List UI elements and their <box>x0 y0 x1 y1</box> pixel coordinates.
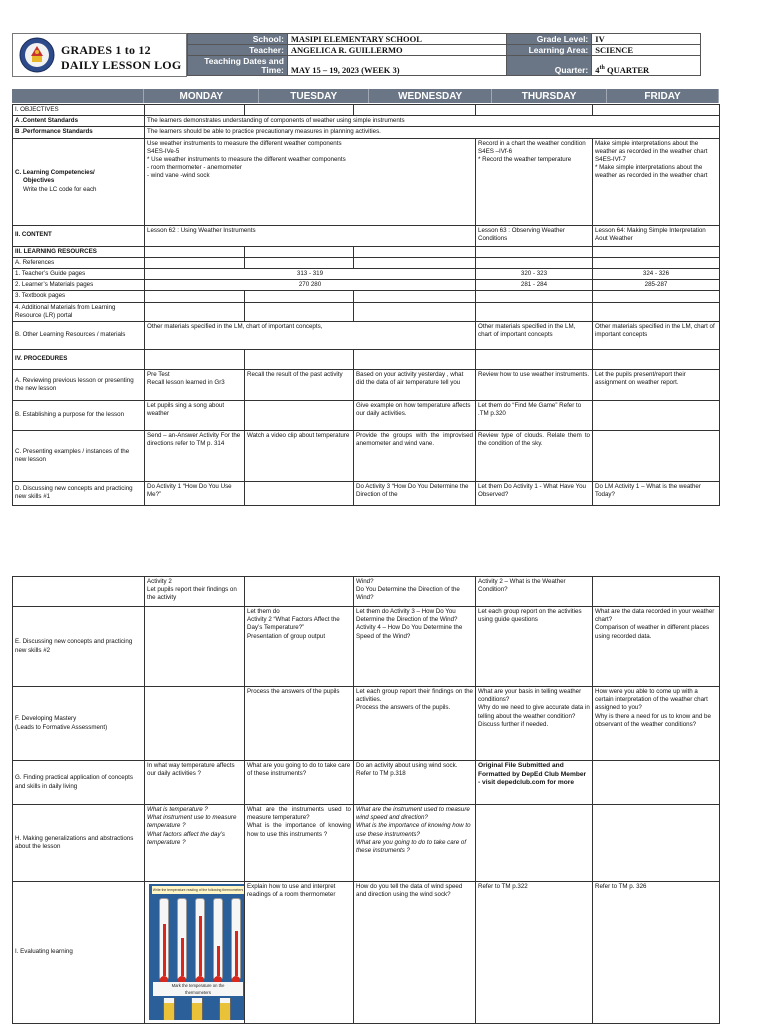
lm-pages-label: 2. Learner’s Materials pages <box>13 280 145 291</box>
content-thursday: Lesson 63 : Observing Weather Conditions <box>476 225 593 246</box>
area-value: SCIENCE <box>592 45 701 56</box>
thermometer-1 <box>159 898 169 980</box>
thermometer-3 <box>195 898 205 980</box>
dates-label <box>188 56 288 76</box>
procedures-heading: IV. PROCEDURES <box>13 349 145 369</box>
proc-b-wednesday: Give example on how temperature affects our daily activities. <box>354 400 476 430</box>
proc-c-label: C. Presenting examples / instances of the new lesson <box>13 430 145 481</box>
area-label: Learning Area: <box>507 45 592 56</box>
tg-pages-thursday: 320 - 323 <box>476 268 593 279</box>
tg-pages-friday: 324 - 326 <box>593 268 720 279</box>
other-resources-friday: Other materials specified in the LM, chart of important concepts <box>593 321 720 349</box>
content-standards-text: The learners demonstrates understanding of components of weather using simple instruments <box>145 116 720 127</box>
proc-i-wednesday: How do you tell the data of wind speed and direction using the wind sock? <box>354 882 476 1024</box>
header-info-table <box>187 33 701 76</box>
proc-f-tuesday: Process the answers of the pupils <box>245 687 354 761</box>
proc-a-tuesday: Recall the result of the past activity <box>245 369 354 400</box>
proc-a-label: A. Reviewing previous lesson or presenting the new lesson <box>13 369 145 400</box>
day-friday: FRIDAY <box>607 89 719 103</box>
thermometer-8 <box>219 998 231 1020</box>
thermometer-4 <box>213 898 223 980</box>
proc-g-wednesday: Do an activity about using wind sock. Refer to TM p.318 <box>354 761 476 805</box>
logo-title-line1: GRADES 1 to 12 <box>61 43 151 57</box>
competencies-label-line1: C. Learning Competencies/ <box>15 169 95 177</box>
proc-f-thursday: What are your basis in telling weather conditions? Why do we need to give accurate data in telling about the weather condition? Discuss further if needed. <box>476 687 593 761</box>
thermometer-worksheet-image <box>145 882 245 1024</box>
logo-title-line2: DAILY LESSON LOG <box>61 58 182 72</box>
quarter-value <box>592 56 701 76</box>
quarter-number: 4 <box>595 65 600 75</box>
other-resources-mon-wed: Other materials specified in the LM, chart of important concepts, <box>145 321 476 349</box>
lesson-log-table-page2 <box>12 576 720 1024</box>
competencies-label-line3: Write the LC code for each <box>23 185 97 193</box>
proc-i-thursday: Refer to TM p.322 <box>476 882 593 1024</box>
day-monday: MONDAY <box>144 89 259 103</box>
day-wednesday: WEDNESDAY <box>369 89 492 103</box>
grade-value: IV <box>592 34 701 45</box>
thermometer-figure <box>149 884 245 1020</box>
performance-standards-label: B .Performance Standards <box>13 127 145 138</box>
lm-pages-mon-wed: 270 280 <box>145 280 476 291</box>
thermometer-figure-title: Write the temperature reading of the following thermometers <box>152 888 244 892</box>
proc-f-wednesday: Let each group report their findings on the activities. Process the answers of the pupils. <box>354 687 476 761</box>
proc-c-monday: Send – an-Answer Activity For the directions refer to TM p. 314 <box>145 430 245 481</box>
proc-f-label-line1: F. Developing Mastery <box>15 715 77 723</box>
content-label: II. CONTENT <box>13 225 145 246</box>
day-bar-spacer <box>12 89 144 103</box>
thermometer-5 <box>231 898 241 980</box>
proc-h-monday: What is temperature ? What instrument use to measure temperature ? What factors affect the day’s temperature ? <box>145 805 245 882</box>
other-resources-label: B. Other Learning Resources / materials <box>13 321 145 349</box>
dates-label-line1: Teaching Dates and <box>204 55 284 66</box>
proc-e-wednesday: Let them do Activity 3 – How Do You Determine the Direction of the Wind? Activity 4 – How Do You Determine the Speed of the Wind? <box>354 607 476 687</box>
performance-standards-text: The learners should be able to practice precautionary measures in planning activities. <box>145 127 720 138</box>
proc-d-wednesday: Do Activity 3 “How Do You Determine the Direction of the <box>354 481 476 505</box>
additional-materials-label: 4. Additional Materials from Learning Resource (LR) portal <box>13 302 145 321</box>
proc-a-wednesday: Based on your activity yesterday , what did the data of air temperature tell you <box>354 369 476 400</box>
thermometer-instruction-line2: thermometers <box>185 990 211 995</box>
proc-c-thursday: Review type of clouds. Relate them to the condition of the sky. <box>476 430 593 481</box>
proc-b-monday: Let pupils sing a song about weather <box>145 400 245 430</box>
tg-pages-label: 1. Teacher’s Guide pages <box>13 268 145 279</box>
lm-pages-friday: 285-287 <box>593 280 720 291</box>
proc-a-friday: Let the pupils present/report their assignment on weather report. <box>593 369 720 400</box>
competencies-mon-wed: Use weather instruments to measure the different weather components S4ES-IVe-5 * Use weather instruments to measure the different weather components - room thermometer - anemometer - wind vane -wind sock <box>145 138 476 225</box>
grade-label: Grade Level: <box>507 34 592 45</box>
cont-monday: Activity 2 Let pupils report their findings on the activity <box>145 577 245 607</box>
deped-seal-icon <box>19 37 55 73</box>
other-resources-thursday: Other materials specified in the LM, chart of important concepts <box>476 321 593 349</box>
proc-i-friday: Refer to TM p. 326 <box>593 882 720 1024</box>
cont-thursday: Activity 2 – What is the Weather Condition? <box>476 577 593 607</box>
proc-e-friday: What are the data recorded in your weather chart? Comparison of weather in different places using recorded data. <box>593 607 720 687</box>
quarter-word: QUARTER <box>604 65 650 75</box>
school-label: School: <box>188 34 288 45</box>
proc-e-tuesday: Let them do Activity 2 “What Factors Affect the Day’s Temperature?” Presentation of group output <box>245 607 354 687</box>
content-mon-wed: Lesson 62 : Using Weather Instruments <box>145 225 476 246</box>
day-header-bar <box>12 89 719 103</box>
thermometer-instruction <box>153 982 243 996</box>
proc-g-label: G. Finding practical application of concepts and skills in daily living <box>13 761 145 805</box>
cont-wednesday: Wind? Do You Determine the Direction of the Wind? <box>354 577 476 607</box>
lm-pages-thursday: 281 - 284 <box>476 280 593 291</box>
lesson-log-table-page1 <box>12 104 720 506</box>
proc-c-wednesday: Provide the groups with the improvised anemometer and wind vane. <box>354 430 476 481</box>
thermometer-instruction-line1: Mark the temperature on the <box>171 983 225 988</box>
proc-g-monday: In what way temperature affects our daily activities ? <box>145 761 245 805</box>
proc-i-tuesday: Explain how to use and interpret readings of a room thermometer <box>245 882 354 1024</box>
proc-h-wednesday: What are the instrument used to measure wind speed and direction? What is the importance of knowing how to use these instruments? What are you going to do to take care of these instruments ? <box>354 805 476 882</box>
tg-pages-mon-wed: 313 - 319 <box>145 268 476 279</box>
thermometer-2 <box>177 898 187 980</box>
dates-value: MAY 15 – 19, 2023 (WEEK 3) <box>287 56 506 76</box>
proc-g-tuesday: What are you going to do to take care of these instruments? <box>245 761 354 805</box>
proc-a-monday: Pre Test Recall lesson learned in Gr3 <box>145 369 245 400</box>
learning-resources-label: III. LEARNING RESOURCES <box>13 246 145 257</box>
school-value: MASIPI ELEMENTARY SCHOOL <box>287 34 506 45</box>
proc-f-label <box>13 687 145 761</box>
proc-f-friday: How were you able to come up with a certain interpretation of the weather chart assigned to you? Why is there a need for us to know and be observant of the weather conditions? <box>593 687 720 761</box>
deped-logo-block <box>12 33 187 77</box>
proc-f-label-line2: (Leads to Formative Assessment) <box>15 723 108 731</box>
proc-d-monday: Do Activity 1 “How Do You Use Me?” <box>145 481 245 505</box>
proc-d-thursday: Let them Do Activity 1 - What Have You Observed? <box>476 481 593 505</box>
competencies-label-line2: Objectives <box>23 177 55 185</box>
proc-e-thursday: Let each group report on the activities using guide questions <box>476 607 593 687</box>
dates-label-line2: Time: <box>261 64 284 75</box>
textbook-pages-label: 3. Textbook pages <box>13 291 145 302</box>
proc-e-label: E. Discussing new concepts and practicing new skills #2 <box>13 607 145 687</box>
content-friday: Lesson 64: Making Simple Interpretation Aout Weather <box>593 225 720 246</box>
proc-h-label: H. Making generalizations and abstractions about the lesson <box>13 805 145 882</box>
day-thursday: THURSDAY <box>492 89 607 103</box>
competencies-friday: Make simple interpretations about the weather as recorded in the weather chart S4ES-IVf-7 * Make simple interpretations about the weather as recorded in the weather chart <box>593 138 720 225</box>
proc-i-label: I. Evaluating learning <box>13 882 145 1024</box>
references-label: A. References <box>13 257 145 268</box>
proc-a-thursday: Review how to use weather instruments. <box>476 369 593 400</box>
teacher-value: ANGELICA R. GUILLERMO <box>287 45 506 56</box>
competencies-thursday: Record in a chart the weather condition S4ES –IVf-6 * Record the weather temperature <box>476 138 593 225</box>
quarter-suffix: th <box>599 65 605 72</box>
proc-d-label: D. Discussing new concepts and practicing new skills #1 <box>13 481 145 505</box>
quarter-label: Quarter: <box>507 56 592 76</box>
competencies-label <box>13 138 145 225</box>
proc-b-thursday: Let them do “Find Me Game” Refer to .TM p.320 <box>476 400 593 430</box>
proc-b-label: B. Establishing a purpose for the lesson <box>13 400 145 430</box>
content-standards-label: A .Content Standards <box>13 116 145 127</box>
teacher-label: Teacher: <box>188 45 288 56</box>
thermometer-7 <box>191 998 203 1020</box>
proc-d-friday: Do LM Activity 1 – What is the weather Today? <box>593 481 720 505</box>
deped-club-notice: Original File Submitted and Formatted by DepEd Club Member - visit depedclub.com for more <box>476 761 593 805</box>
thermometer-6 <box>163 998 175 1020</box>
proc-h-tuesday: What are the instruments used to measure temperature? What is the importance of knowing how to use this instruments ? <box>245 805 354 882</box>
day-tuesday: TUESDAY <box>259 89 369 103</box>
objectives-heading: I. OBJECTIVES <box>13 105 145 116</box>
proc-c-tuesday: Watch a video clip about temperature <box>245 430 354 481</box>
